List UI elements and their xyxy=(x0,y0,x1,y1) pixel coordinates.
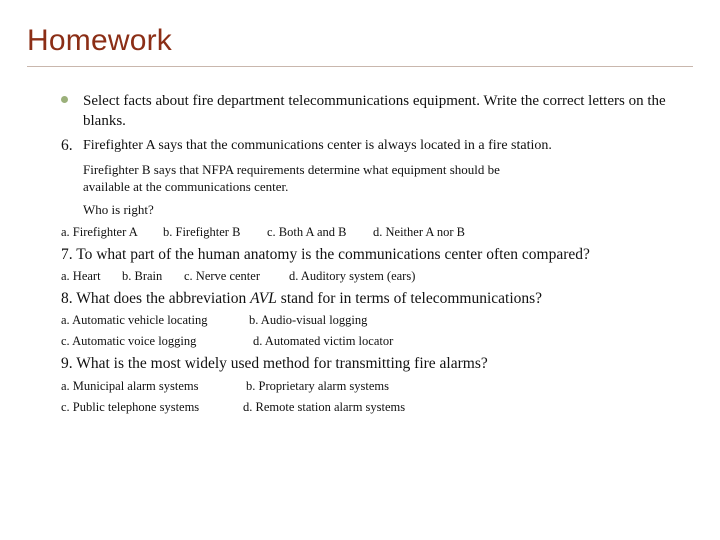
question-6-option-a: a. Firefighter A xyxy=(61,225,138,239)
question-8-option-c: c. Automatic voice logging xyxy=(61,334,197,348)
question-9-option-b: b. Proprietary alarm systems xyxy=(246,379,390,393)
question-6-number: 6. xyxy=(61,137,73,154)
question-8-post: stand for in terms of telecommunications? xyxy=(276,290,543,307)
bullet-dot-icon xyxy=(61,96,68,103)
question-8-text xyxy=(61,290,542,308)
question-6-statement-a: Firefighter A says that the communications center is always located in a fire station. xyxy=(83,138,552,153)
question-9-option-c: c. Public telephone systems xyxy=(61,400,200,414)
question-7-option-a: a. Heart xyxy=(61,269,101,283)
question-9-option-d: d. Remote station alarm systems xyxy=(243,400,406,414)
instructions-text: Select facts about fire department telecommunications equipment. Write the correct letters on the blanks. xyxy=(83,93,666,129)
question-6-statement-b-line1: Firefighter B says that NFPA requirements determine what equipment should be xyxy=(83,162,500,177)
question-7-option-d: d. Auditory system (ears) xyxy=(289,269,416,283)
question-7-text: 7. To what part of the human anatomy is the communications center often compared? xyxy=(61,246,590,263)
question-7-option-b: b. Brain xyxy=(122,269,163,283)
question-8-option-a: a. Automatic vehicle locating xyxy=(61,313,208,327)
question-6-option-d: d. Neither A nor B xyxy=(373,225,466,239)
question-9-text: 9. What is the most widely used method for transmitting fire alarms? xyxy=(61,355,488,372)
title-divider xyxy=(27,66,693,67)
question-6-statement-b-line2: available at the communications center. xyxy=(83,179,289,194)
question-8-option-b: b. Audio-visual logging xyxy=(249,313,368,327)
question-6-option-b: b. Firefighter B xyxy=(163,225,241,239)
question-8-pre: 8. What does the abbreviation xyxy=(61,290,251,307)
question-9-option-a: a. Municipal alarm systems xyxy=(61,379,199,393)
question-8-abbreviation: AVL xyxy=(250,290,277,307)
slide-title: Homework xyxy=(27,24,172,57)
question-6-option-c: c. Both A and B xyxy=(267,225,347,239)
question-7-option-c: c. Nerve center xyxy=(184,269,260,283)
question-8-option-d: d. Automated victim locator xyxy=(253,334,394,348)
question-6-prompt: Who is right? xyxy=(83,202,154,217)
